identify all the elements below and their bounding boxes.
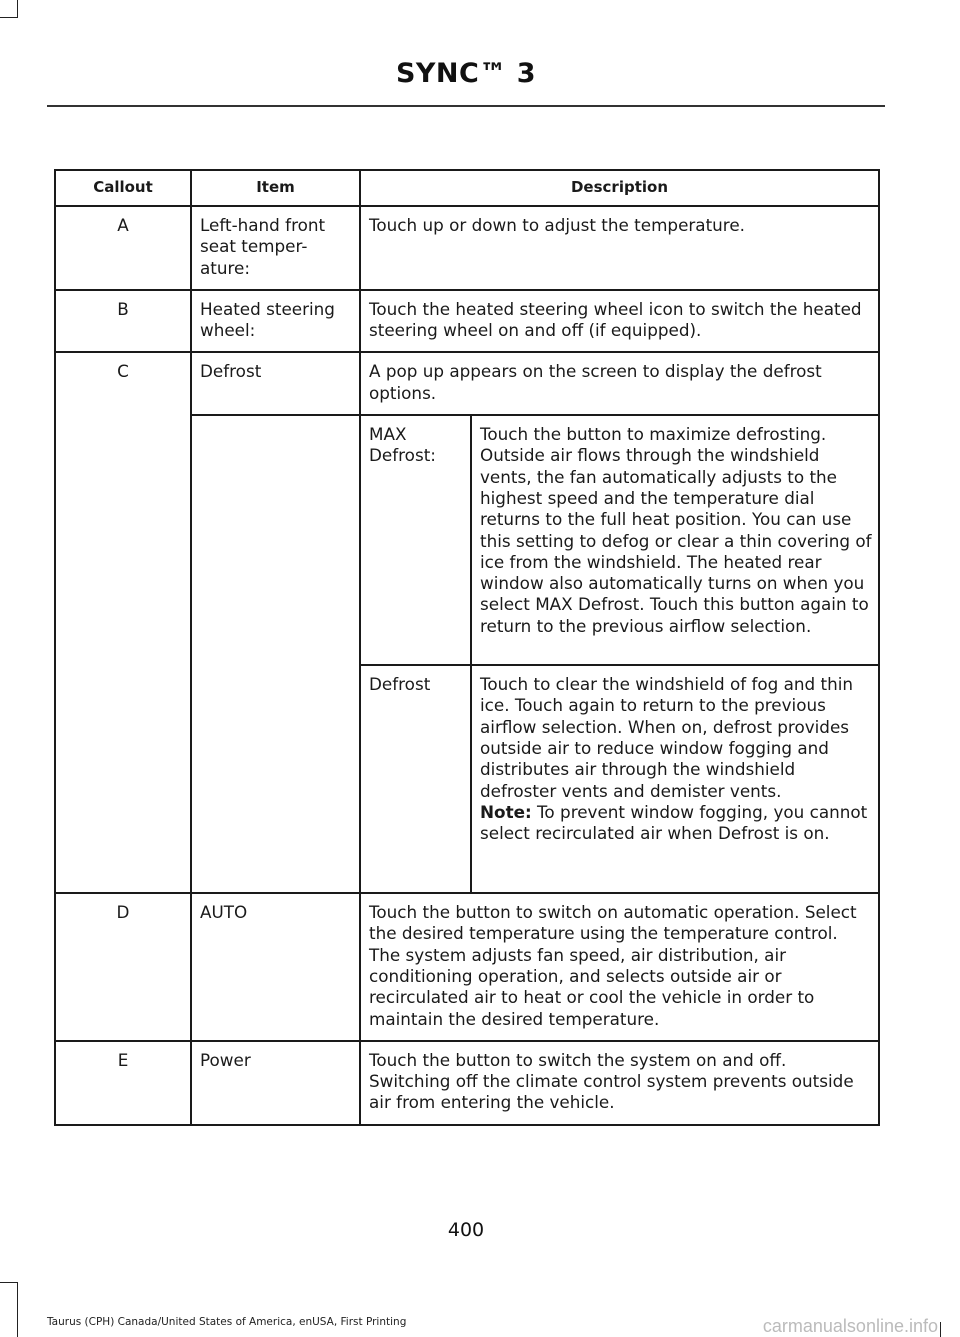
sub-description-text: Touch to clear the windshield of fog and thin ice. Touch again to return to the previous airflow selection. When on, defrost provides outside air to reduce window fogging and distributes air through the windshield defroster vents and demister vents. <box>480 674 854 801</box>
item-cell: Heated steering wheel: <box>191 290 360 353</box>
item-cell: AUTO <box>191 893 360 1041</box>
item-cell: Power <box>191 1041 360 1125</box>
column-header-callout: Callout <box>55 170 191 206</box>
crop-mark <box>17 0 18 18</box>
callout-cell: E <box>55 1041 191 1125</box>
callout-cell: D <box>55 893 191 1041</box>
crop-mark <box>940 1322 941 1337</box>
description-cell: Touch the button to switch the system on and off. Switching off the climate control system prevents outside air from entering the vehicle. <box>360 1041 879 1125</box>
table-row <box>55 206 879 290</box>
callout-cell: B <box>55 290 191 353</box>
item-cell: Left-hand front seat temper-ature: <box>191 206 360 290</box>
sub-description-cell: Touch the button to maximize defrosting. Outside air flows through the windshield vents, the fan automatically adjusts to the highest speed and the temperature dial returns to the full heat position. You can use this setting to defog or clear a thin covering of ice from the windshield. The heated rear window also automatically turns on when you select MAX Defrost. Touch this button again to return to the previous airflow selection. <box>471 415 879 665</box>
column-header-description: Description <box>360 170 879 206</box>
sub-item-cell: MAX Defrost: <box>360 415 471 665</box>
empty-cell <box>191 415 360 893</box>
watermark: carmanualsonline.info <box>762 1316 938 1336</box>
callout-cell: A <box>55 206 191 290</box>
table-row <box>55 290 879 353</box>
page-number: 400 <box>447 1219 485 1241</box>
footer-text: Taurus (CPH) Canada/United States of America, enUSA, First Printing <box>47 1316 407 1328</box>
description-cell: Touch the button to switch on automatic operation. Select the desired temperature using the temperature control. The system adjusts fan speed, air distribution, air conditioning operation, and selects outside air or recirculated air to heat or cool the vehicle in order to maintain the desired temperature. <box>360 893 879 1041</box>
page-title: SYNC™ 3 <box>395 58 537 89</box>
sub-description-cell <box>471 665 879 893</box>
table-row <box>55 352 879 415</box>
callout-cell: C <box>55 352 191 893</box>
description-cell: A pop up appears on the screen to display the defrost options. <box>360 352 879 415</box>
sub-item-cell: Defrost <box>360 665 471 893</box>
description-cell: Touch up or down to adjust the temperature. <box>360 206 879 290</box>
note-label: Note: <box>480 801 532 822</box>
table-header-row <box>55 170 879 206</box>
table-row <box>55 1041 879 1125</box>
crop-mark <box>0 1282 18 1283</box>
description-cell: Touch the heated steering wheel icon to switch the heated steering wheel on and off (if equipped). <box>360 290 879 353</box>
crop-mark <box>0 17 18 18</box>
note-text: To prevent window fogging, you cannot select recirculated air when Defrost is on. <box>480 801 868 844</box>
column-header-item: Item <box>191 170 360 206</box>
header-divider <box>47 105 885 107</box>
item-cell: Defrost <box>191 352 360 415</box>
climate-control-table <box>54 169 880 1126</box>
table-row <box>55 893 879 1041</box>
crop-mark <box>17 1282 18 1337</box>
